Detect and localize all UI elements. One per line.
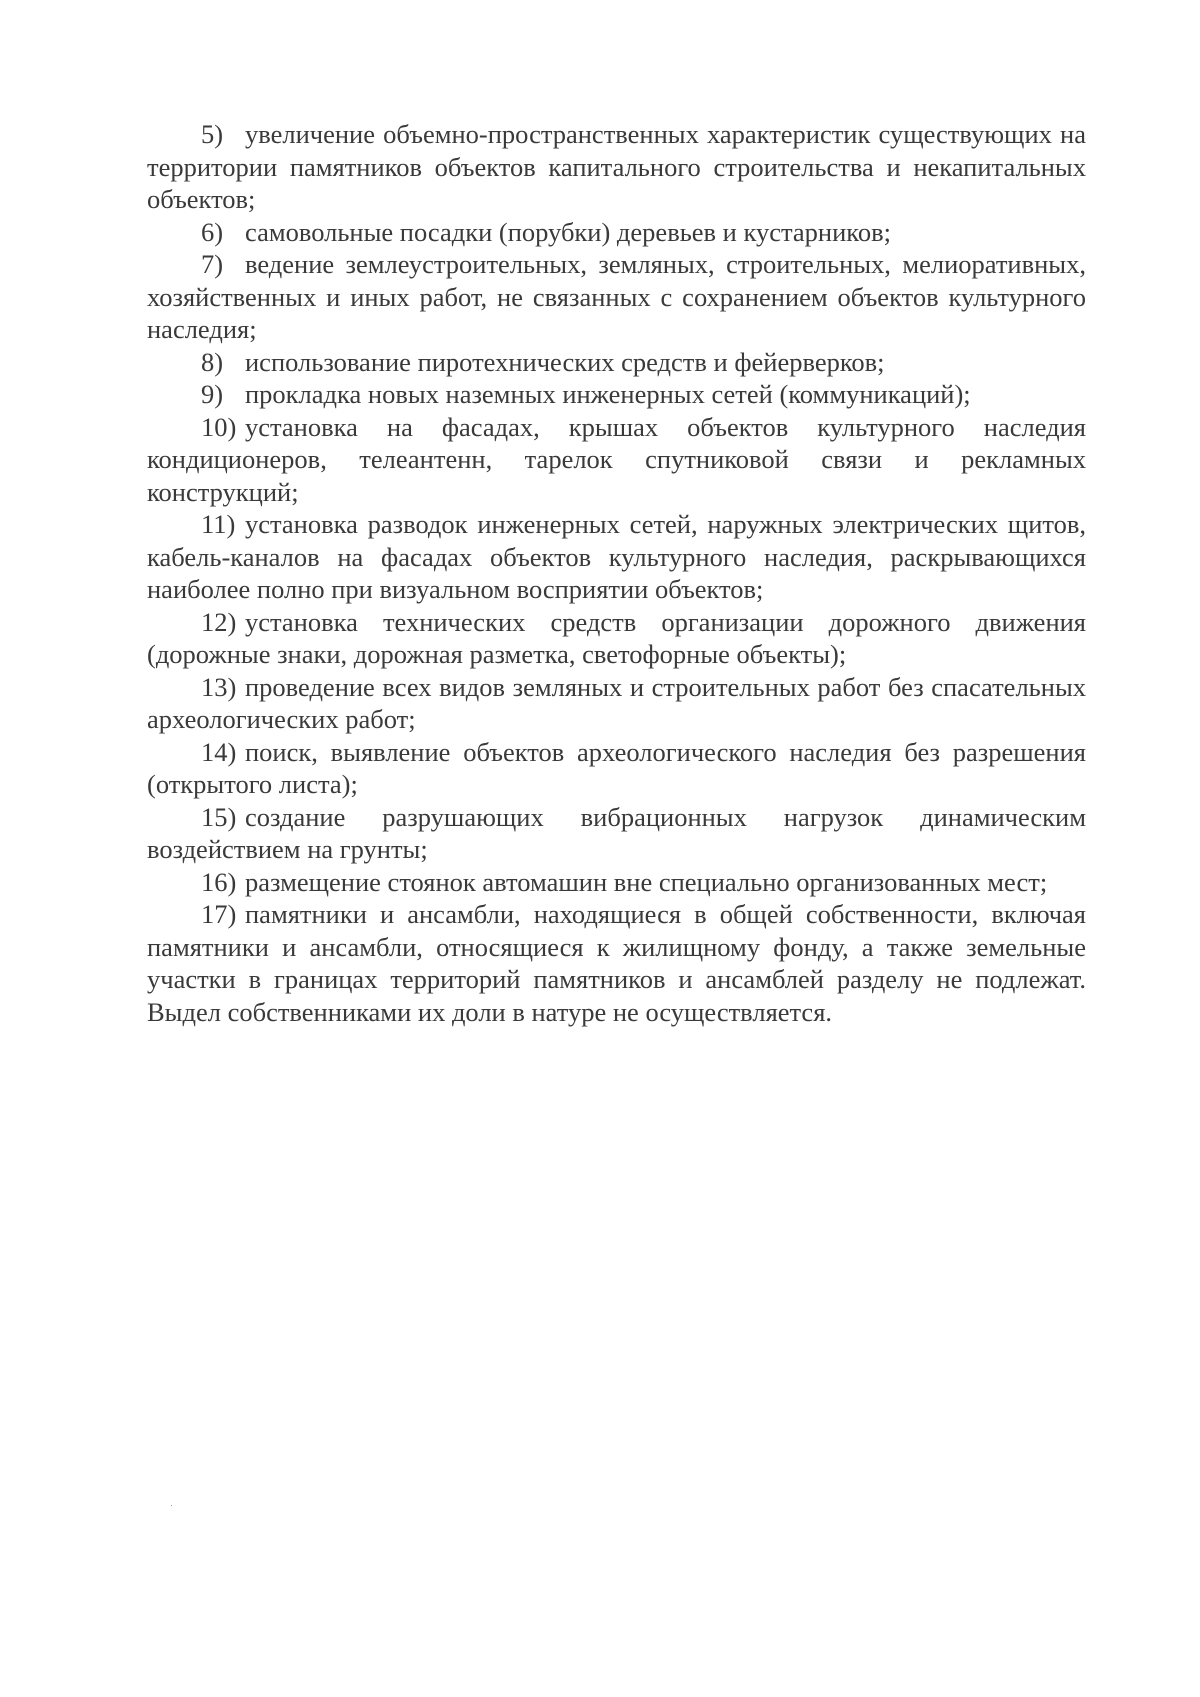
list-item bbox=[147, 118, 1086, 216]
item-text: увеличение объемно-пространственных характеристик существующих на территории памятников объектов капитального строительства и некапитальных объектов; bbox=[147, 119, 1086, 214]
scan-speck bbox=[171, 1505, 172, 1506]
item-text: создание разрушающих вибрационных нагрузок динамическим воздействием на грунты; bbox=[147, 801, 1086, 864]
list-item bbox=[147, 248, 1086, 346]
item-text: поиск, выявление объектов археологического наследия без разрешения (открытого листа); bbox=[147, 736, 1086, 799]
list-item bbox=[147, 898, 1086, 1028]
item-number: 12) bbox=[201, 606, 237, 637]
item-number: 14) bbox=[201, 736, 237, 767]
list-item bbox=[147, 736, 1086, 801]
document-body bbox=[147, 118, 1086, 1028]
list-item bbox=[147, 378, 1086, 411]
list-item bbox=[147, 508, 1086, 606]
item-number: 16) bbox=[201, 866, 237, 897]
list-item bbox=[147, 411, 1086, 509]
item-text: прокладка новых наземных инженерных сетей (коммуникаций); bbox=[245, 379, 971, 409]
list-item bbox=[147, 801, 1086, 866]
item-number: 9) bbox=[201, 379, 224, 409]
list-item bbox=[147, 606, 1086, 671]
item-text: установка разводок инженерных сетей, наружных электрических щитов, кабель-каналов на фасадах объектов культурного наследия, раскрывающихся наиболее полно при визуальном восприятии объектов; bbox=[147, 509, 1086, 604]
item-text: ведение землеустроительных, земляных, строительных, мелиоративных, хозяйственных и иных работ, не связанных с сохранением объектов культурного наследия; bbox=[147, 249, 1086, 344]
item-number: 15) bbox=[201, 801, 237, 832]
item-number: 7) bbox=[201, 249, 224, 279]
item-number: 5) bbox=[201, 119, 224, 149]
item-number: 10) bbox=[201, 411, 237, 442]
list-item bbox=[147, 671, 1086, 736]
item-text: размещение стоянок автомашин вне специально организованных мест; bbox=[245, 866, 1048, 897]
item-number: 17) bbox=[201, 899, 237, 929]
item-text: самовольные посадки (порубки) деревьев и кустарников; bbox=[245, 216, 891, 247]
item-number: 11) bbox=[201, 509, 236, 539]
item-text: использование пиротехнических средств и фейерверков; bbox=[245, 346, 885, 377]
list-item bbox=[147, 346, 1086, 379]
item-number: 13) bbox=[201, 671, 237, 702]
item-text: установка технических средств организации дорожного движения (дорожные знаки, дорожная разметка, светофорные объекты); bbox=[147, 606, 1086, 669]
item-number: 8) bbox=[201, 346, 224, 377]
item-number: 6) bbox=[201, 216, 224, 247]
list-item bbox=[147, 216, 1086, 249]
item-text: памятники и ансамбли, находящиеся в общей собственности, включая памятники и ансамбли, относящиеся к жилищному фонду, а также земельные участки в границах территорий памятников и ансамблей разделу не подлежат. Выдел собственниками их доли в натуре не осуществляется. bbox=[147, 899, 1086, 1027]
list-item bbox=[147, 866, 1086, 899]
item-text: проведение всех видов земляных и строительных работ без спасательных археологических работ; bbox=[147, 671, 1086, 734]
item-text: установка на фасадах, крышах объектов культурного наследия кондиционеров, телеантенн, тарелок спутниковой связи и рекламных конструкций; bbox=[147, 411, 1086, 507]
